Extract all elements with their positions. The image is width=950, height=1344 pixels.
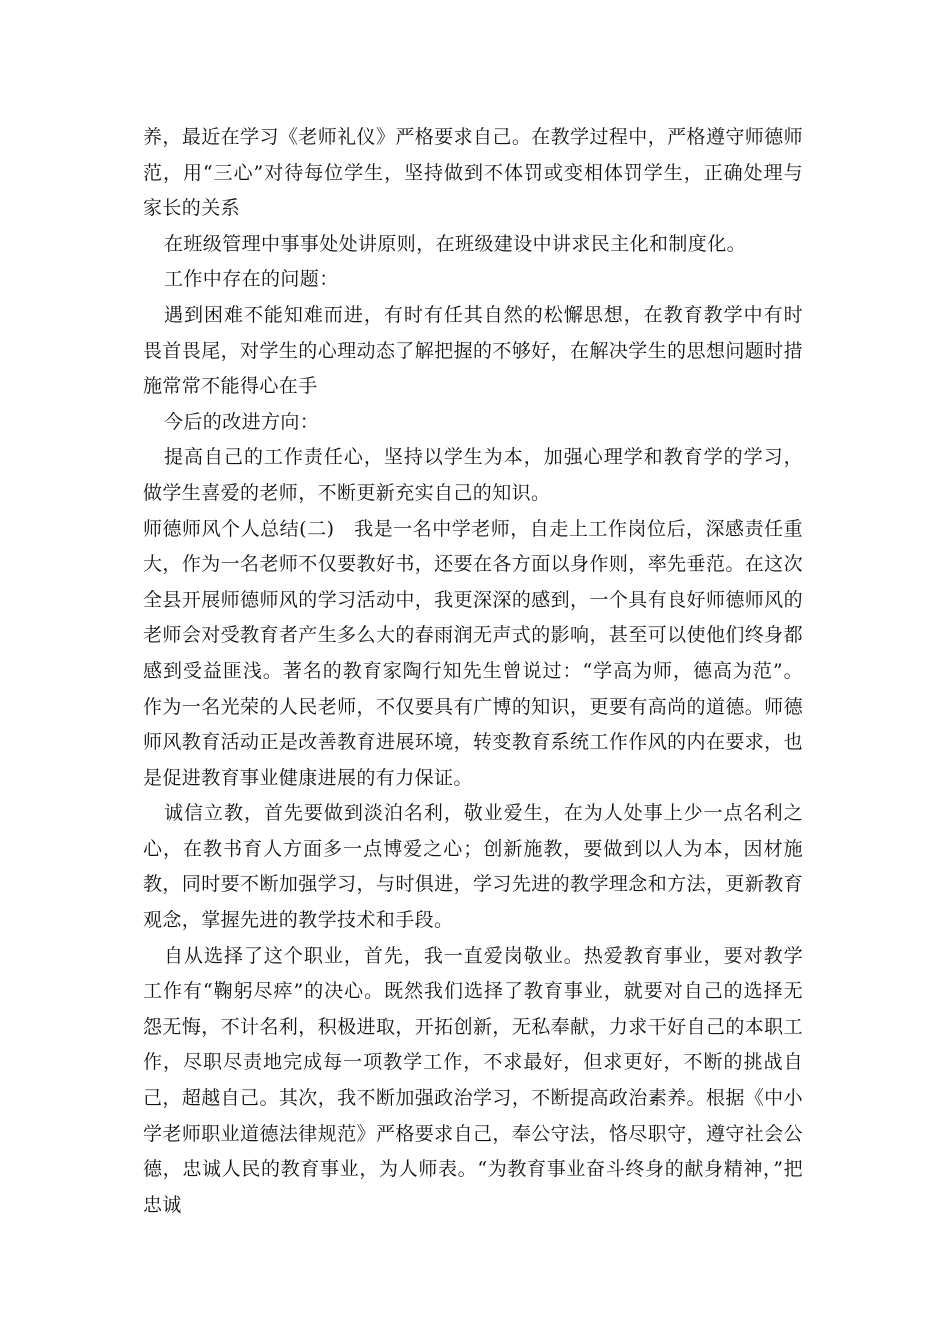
heading-existing-problems: 工作中存在的问题： bbox=[164, 268, 339, 291]
document-page bbox=[143, 120, 803, 1223]
paragraph-summary-two: 师德师风个人总结(二) 我是一名中学老师，自走上工作岗位后，深感责任重大，作为一名老师不仅要教好书，还要在各方面以身作则，率先垂范。在这次全县开展师德师风的学习活动中，我更深深的感到，一个具有良好师德师风的老师会对受教育者产生多么大的春雨润无声式的影响，甚至可以使他们终身都感到受益匪浅。著名的教育家陶行知先生曾说过：“学高为师，德高为范”。作为一名光荣的人民老师，不仅要具有广博的知识，更要有高尚的道德。师德师风教育活动正是改善教育进展环境，转变教育系统工作作风的内在要求，也是促进教育事业健康进展的有力保证。 bbox=[143, 517, 803, 789]
paragraph-continuation: 养，最近在学习《老师礼仪》严格要求自己。在教学过程中，严格遵守师德师范，用“三心”对待每位学生，坚持做到不体罚或变相体罚学生，正确处理与家长的关系 bbox=[143, 126, 803, 220]
paragraph-problems: 遇到困难不能知难而进，有时有任其自然的松懈思想，在教育教学中有时畏首畏尾，对学生的心理动态了解把握的不够好，在解决学生的思想问题时措施常常不能得心在手 bbox=[143, 303, 803, 398]
paragraph-career-dedication: 自从选择了这个职业，首先，我一直爱岗敬业。热爱教育事业，要对教学工作有“鞠躬尽瘁”的决心。既然我们选择了教育事业，就要对自己的选择无怨无悔，不计名利，积极进取，开拓创新，无私奉献，力求干好自己的本职工作，尽职尽责地完成每一项教学工作，不求最好，但求更好，不断的挑战自己，超越自己。其次，我不断加强政治学习，不断提高政治素养。根据《中小学老师职业道德法律规范》严格要求自己，奉公守法，恪尽职守，遵守社会公德，忠诚人民的教育事业，为人师表。“为教育事业奋斗终身的献身精神，”把忠诚 bbox=[143, 944, 803, 1216]
paragraph-class-management: 在班级管理中事事处处讲原则，在班级建设中讲求民主化和制度化。 bbox=[164, 232, 747, 255]
paragraph-integrity-teaching: 诚信立教，首先要做到淡泊名利，敬业爱生，在为人处事上少一点名利之心，在教书育人方面多一点博爱之心；创新施教，要做到以人为本，因材施教，同时要不断加强学习，与时俱进，学习先进的教学理念和方法，更新教育观念，掌握先进的教学技术和手段。 bbox=[143, 802, 803, 932]
heading-improvement-direction: 今后的改进方向： bbox=[164, 410, 320, 433]
paragraph-improvement: 提高自己的工作责任心，坚持以学生为本，加强心理学和教育学的学习，做学生喜爱的老师，不断更新充实自己的知识。 bbox=[143, 446, 803, 504]
